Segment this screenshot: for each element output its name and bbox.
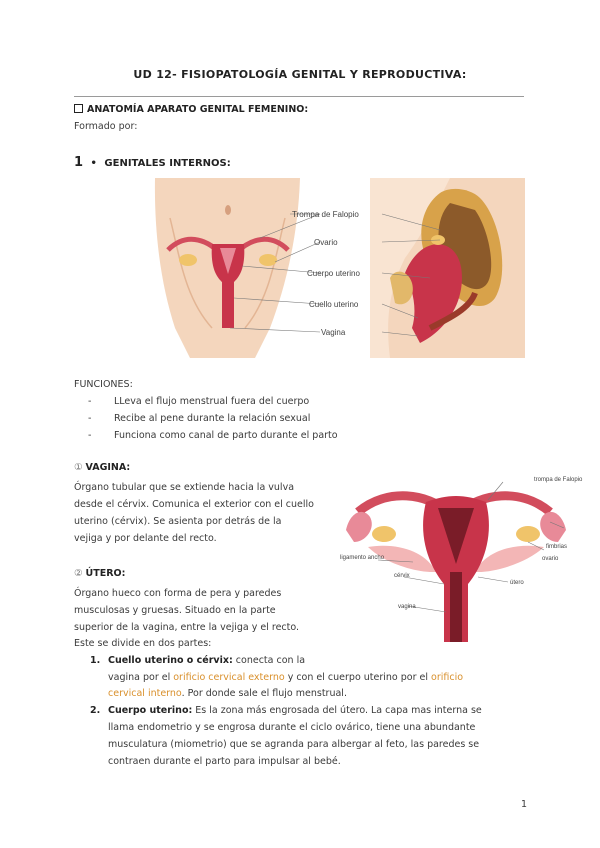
part-text: Es la zona más engrosada del útero. La capa mas interna se [192, 705, 482, 716]
vagina-line: vejiga y por delante del recto. [74, 533, 217, 544]
vagina-heading-text: VAGINA: [85, 462, 131, 473]
part-term: Cuerpo uterino: [108, 705, 193, 716]
utero-part-2-line3: musculatura (miometrio) que se agranda para albergar al feto, las paredes se [108, 739, 480, 750]
label-utero: útero [510, 580, 524, 586]
title-divider [74, 96, 524, 97]
funcion-item: - LLeva el flujo menstrual fuera del cuerpo [88, 396, 310, 407]
highlight-orificio-interno-b: cervical interno [108, 688, 182, 699]
funciones-heading: FUNCIONES: [74, 379, 133, 390]
funcion-text: Funciona como canal de parto durante el parto [114, 430, 338, 441]
vagina-line: Órgano tubular que se extiende hacia la vulva [74, 482, 295, 493]
label-fimbrias: fimbrias [546, 544, 568, 550]
subsection-heading [74, 155, 231, 170]
utero-part-2-line4: contraen durante el parto para impulsar al bebé. [108, 756, 341, 767]
funcion-text: Recibe al pene durante la relación sexual [114, 413, 311, 424]
label-cervix: cérvix [394, 573, 410, 579]
utero-line: musculosas y gruesas. Situado en la parte [74, 605, 276, 616]
utero-part-2 [90, 702, 482, 719]
part-number: 2. [90, 705, 101, 716]
subsection-label: GENITALES INTERNOS: [104, 158, 231, 169]
page-number: 1 [521, 799, 528, 810]
funcion-text: LLeva el flujo menstrual fuera del cuerpo [114, 396, 310, 407]
funcion-item: - Recibe al pene durante la relación sexual [88, 413, 311, 424]
utero-part-2-line2: llama endometrio y se engrosa durante el ciclo ovárico, tiene una abundante [108, 722, 476, 733]
highlight-orificio-interno-a: orificio [431, 672, 464, 683]
part-text: conecta con la [232, 655, 306, 666]
section-heading-text: ANATOMÍA APARATO GENITAL FEMENINO: [87, 104, 309, 115]
part-text: y con el cuerpo uterino por el [284, 672, 432, 683]
label-ligamento: ligamento ancho [340, 555, 385, 561]
utero-line: Órgano hueco con forma de pera y paredes [74, 588, 282, 599]
utero-part-1-line3 [108, 685, 347, 702]
label-trompa-2: trompa de Falopio [534, 477, 583, 483]
utero-part-1-line2 [108, 669, 463, 686]
highlight-orificio-externo: orificio cervical externo [173, 672, 285, 683]
utero-heading [74, 568, 125, 579]
utero-heading-text: ÚTERO: [85, 568, 126, 579]
anatomy-figure-2 [338, 472, 583, 650]
label-cuerpo-uterino: Cuerpo uterino [307, 269, 360, 278]
subsection-bullet: • [90, 158, 97, 169]
utero-part-1 [90, 652, 305, 669]
label-ovario-2: ovario [542, 556, 559, 562]
utero-line: Este se divide en dos partes: [74, 638, 212, 649]
checkbox-icon [74, 104, 83, 113]
part-number: 1. [90, 655, 101, 666]
part-text: . Por donde sale el flujo menstrual. [181, 688, 347, 699]
label-vagina: Vagina [321, 328, 346, 337]
vagina-marker: ① [74, 462, 83, 473]
label-vagina-2: vagina [398, 604, 416, 610]
label-ovario: Ovario [314, 238, 338, 247]
part-term: Cuello uterino o cérvix: [108, 655, 233, 666]
anatomy-figure-1 [150, 178, 525, 358]
part-text: vagina por el [108, 672, 174, 683]
label-cuello-uterino: Cuello uterino [309, 300, 359, 309]
page-title: UD 12- FISIOPATOLOGÍA GENITAL Y REPRODUCTIVA: [133, 68, 467, 81]
utero-line: superior de la vagina, entre la vejiga y el recto. [74, 622, 300, 633]
vagina-line: uterino (cérvix). Se asienta por detrás de la [74, 516, 282, 527]
intro-text: Formado por: [74, 121, 138, 132]
subsection-number: 1 [74, 155, 84, 170]
section-heading [74, 104, 308, 115]
vagina-line: desde el cérvix. Comunica el exterior con el cuello [74, 499, 314, 510]
label-trompa: Trompa de Falopio [292, 210, 359, 219]
vagina-heading [74, 462, 130, 473]
utero-marker: ② [74, 568, 83, 579]
funcion-item: - Funciona como canal de parto durante el parto [88, 430, 338, 441]
